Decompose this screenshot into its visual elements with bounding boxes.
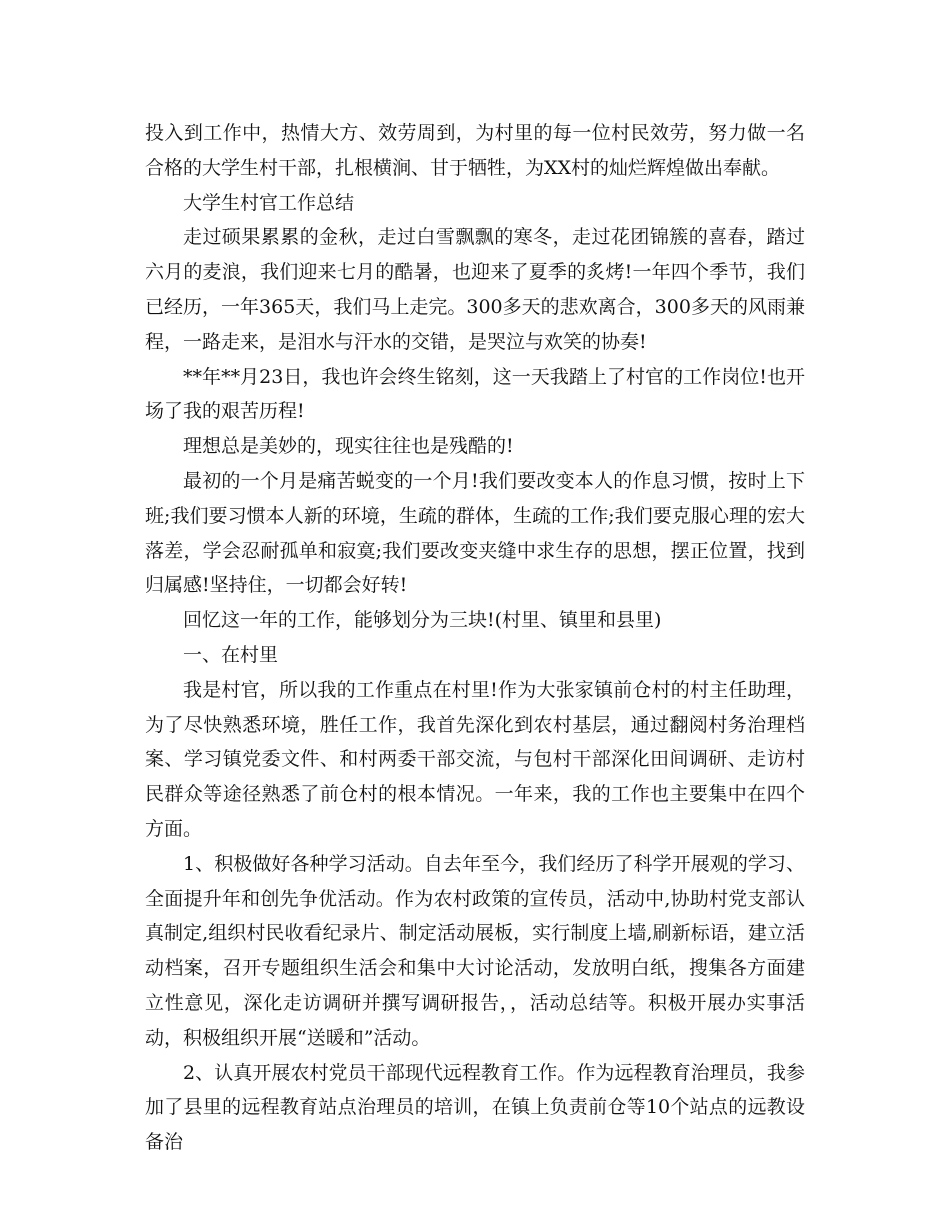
document-body (145, 116, 805, 1160)
paragraph: 投入到工作中，热情大方、效劳周到，为村里的每一位村民效劳，努力做一名合格的大学生村干部，扎根横涧、甘于牺牲，为XX村的灿烂辉煌做出奉献。 (145, 122, 805, 179)
section-title: 大学生村官工作总结 (183, 191, 355, 214)
paragraph: 最初的一个月是痛苦蜕变的一个月!我们要改变本人的作息习惯，按时上下班;我们要习惯本人新的环境，生疏的群体，生疏的工作;我们要克服心理的宏大落差，学会忍耐孤单和寂寞;我们要改变夹缝中求生存的思想，摆正位置，找到归属感!坚持住，一切都会好转! (145, 469, 805, 597)
paragraph: 理想总是美妙的，现实往往也是残酷的! (183, 435, 514, 458)
paragraph: 2、认真开展农村党员干部现代远程教育工作。作为远程教育治理员，我参加了县里的远程教育站点治理员的培训，在镇上负责前仓等10个站点的远教设备治 (145, 1061, 805, 1154)
paragraph: 走过硕果累累的金秋，走过白雪飘飘的寒冬，走过花团锦簇的喜春，踏过六月的麦浪，我们迎来七月的酷暑，也迎来了夏季的炙烤!一年四个季节，我们已经历，一年365天，我们马上走完。300多天的悲欢离合，300多天的风雨兼程，一路走来，是泪水与汗水的交错，是哭泣与欢笑的协奏! (145, 226, 805, 353)
section-heading: 一、在村里 (183, 643, 279, 666)
paragraph: **年**月23日，我也许会终生铭刻，这一天我踏上了村官的工作岗位!也开场了我的艰苦历程! (145, 365, 805, 423)
paragraph: 回忆这一年的工作，能够划分为三块!(村里、镇里和县里) (183, 609, 662, 632)
paragraph: 我是村官，所以我的工作重点在村里!作为大张家镇前仓村的村主任助理，为了尽快熟悉环境，胜任工作，我首先深化到农村基层，通过翻阅村务治理档案、学习镇党委文件、和村两委干部交流，与包村干部深化田间调研、走访村民群众等途径熟悉了前仓村的根本情况。一年来，我的工作也主要集中在四个方面。 (145, 678, 805, 840)
paragraph: 1、积极做好各种学习活动。自去年至今，我们经历了科学开展观的学习、全面提升年和创先争优活动。作为农村政策的宣传员，活动中,协助村党支部认真制定,组织村民收看纪录片、制定活动展板，实行制度上墙,刷新标语，建立活动档案，召开专题组织生活会和集中大讨论活动，发放明白纸，搜集各方面建立性意见，深化走访调研并撰写调研报告，，活动总结等。积极开展办实事活动，积极组织开展“送暖和”活动。 (145, 852, 805, 1049)
